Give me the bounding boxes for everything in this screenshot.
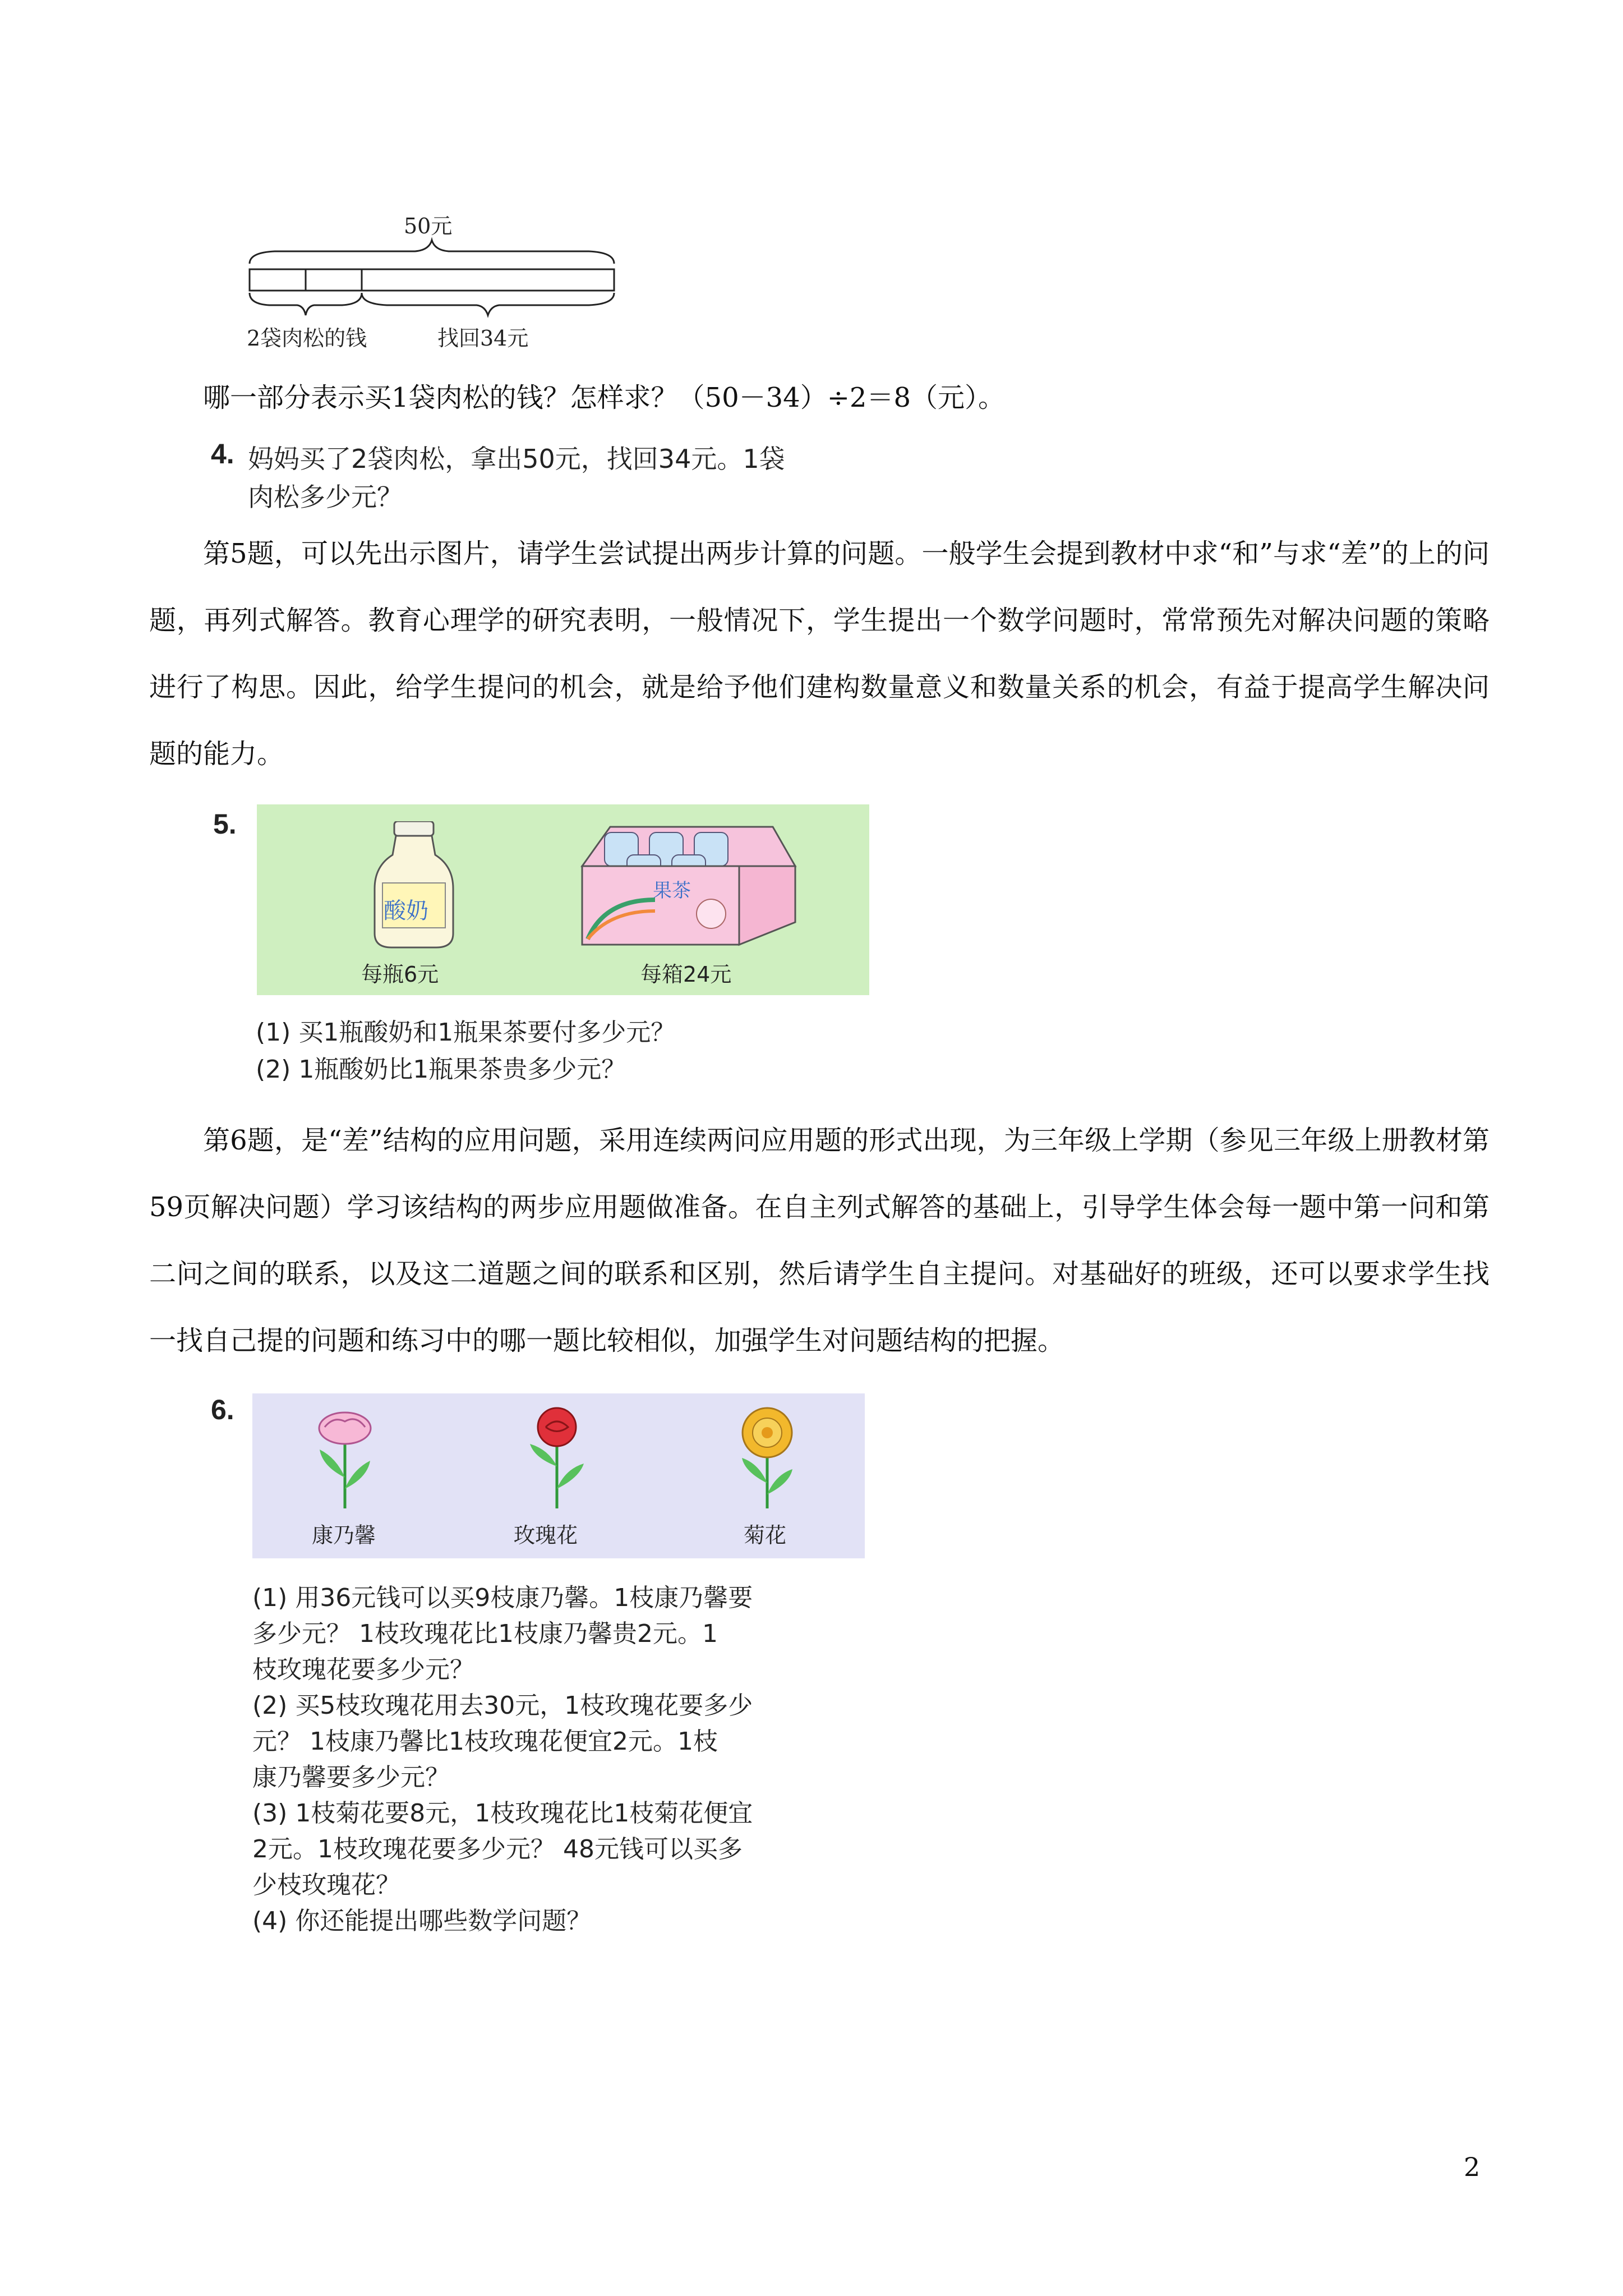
bottom-brace-right: [362, 293, 614, 315]
page-number: 2: [1464, 2152, 1481, 2182]
diagram-left-label: 2袋肉松的钱: [247, 326, 367, 351]
exercise-6-line: 元？ 1枝康乃馨比1枝玫瑰花便宜2元。1枝: [252, 1727, 718, 1756]
yogurt-bottle-icon: [369, 821, 459, 950]
bar-diagram: [241, 202, 634, 353]
diagram-total-label: 50元: [404, 214, 453, 238]
exercise-6-number: 6.: [211, 1394, 234, 1425]
exercise-4-line1: 妈妈买了2袋肉松，拿出50元，找回34元。1袋: [248, 444, 785, 474]
exercise-6-line: 2元。1枝玫瑰花要多少元？ 48元钱可以买多: [252, 1835, 743, 1864]
flower-label-chrysanthemum: 菊花: [744, 1523, 787, 1548]
exercise-5-panel: [257, 804, 869, 995]
tea-price: 每箱24元: [640, 962, 732, 987]
question-line: 哪一部分表示买1袋肉松的钱？怎样求？（50－34）÷2＝8（元）。: [203, 382, 1005, 413]
exercise-6-line: (3) 1枝菊花要8元，1枝玫瑰花比1枝菊花便宜: [252, 1799, 753, 1828]
paragraph-exercise6-text: 第6题，是“差”结构的应用问题，采用连续两问应用题的形式出现，为三年级上学期（参见三年级上册教材第59页解决问题）学习该结构的两步应用题做准备。在自主列式解答的基础上，引导学生体会每一题中第一问和第二问之间的联系，以及这二道题之间的联系和区别，然后请学生自主提问。对基础好的班级，还可以要求学生找一找自己提的问题和练习中的哪一题比较相似，加强学生对问题结构的把握。: [149, 1125, 1490, 1356]
paragraph-exercise5: [149, 521, 1490, 788]
yogurt-bottle-label: 酸奶: [384, 898, 428, 924]
exercise-5-q1: (1) 买1瓶酸奶和1瓶果茶要付多少元？: [256, 1018, 676, 1047]
exercise-6-panel: [252, 1393, 865, 1558]
exercise-6-line: (1) 用36元钱可以买9枝康乃馨。1枝康乃馨要: [252, 1584, 753, 1612]
exercise-6-line: (2) 买5枝玫瑰花用去30元，1枝玫瑰花要多少: [252, 1691, 753, 1720]
tea-box-label: 果茶: [653, 880, 691, 902]
exercise-6-line: 康乃馨要多少元？: [252, 1763, 450, 1792]
exercise-4-line2: 肉松多少元？: [248, 482, 403, 512]
carnation-icon: [311, 1405, 379, 1511]
exercise-6-line: 少枝玫瑰花？: [252, 1871, 400, 1899]
bar: [250, 269, 614, 291]
chrysanthemum-icon: [728, 1405, 806, 1511]
exercise-5-number: 5.: [213, 808, 237, 840]
exercise-5-q2: (2) 1瓶酸奶比1瓶果茶贵多少元？: [256, 1055, 626, 1084]
paragraph-exercise6: [149, 1107, 1490, 1374]
yogurt-price: 每瓶6元: [361, 962, 439, 987]
flower-label-rose: 玫瑰花: [514, 1523, 578, 1548]
exercise-6-line: 枝玫瑰花要多少元？: [252, 1655, 474, 1684]
exercise-6-line: (4) 你还能提出哪些数学问题？: [252, 1907, 592, 1935]
bottom-brace-left: [250, 293, 362, 315]
diagram-right-label: 找回34元: [437, 326, 529, 351]
top-brace: [250, 240, 614, 264]
paragraph-exercise5-text: 第5题，可以先出示图片，请学生尝试提出两步计算的问题。一般学生会提到教材中求“和”与求“差”的上的问题，再列式解答。教育心理学的研究表明，一般情况下，学生提出一个数学问题时，常常预先对解决问题的策略进行了构思。因此，给学生提问的机会，就是给予他们建构数量意义和数量关系的机会，有益于提高学生解决问题的能力。: [149, 538, 1490, 770]
flower-label-carnation: 康乃馨: [312, 1523, 376, 1548]
exercise-6-line: 多少元？ 1枝玫瑰花比1枝康乃馨贵2元。1: [252, 1619, 718, 1648]
rose-icon: [523, 1405, 591, 1511]
exercise-4-number: 4.: [211, 438, 234, 470]
